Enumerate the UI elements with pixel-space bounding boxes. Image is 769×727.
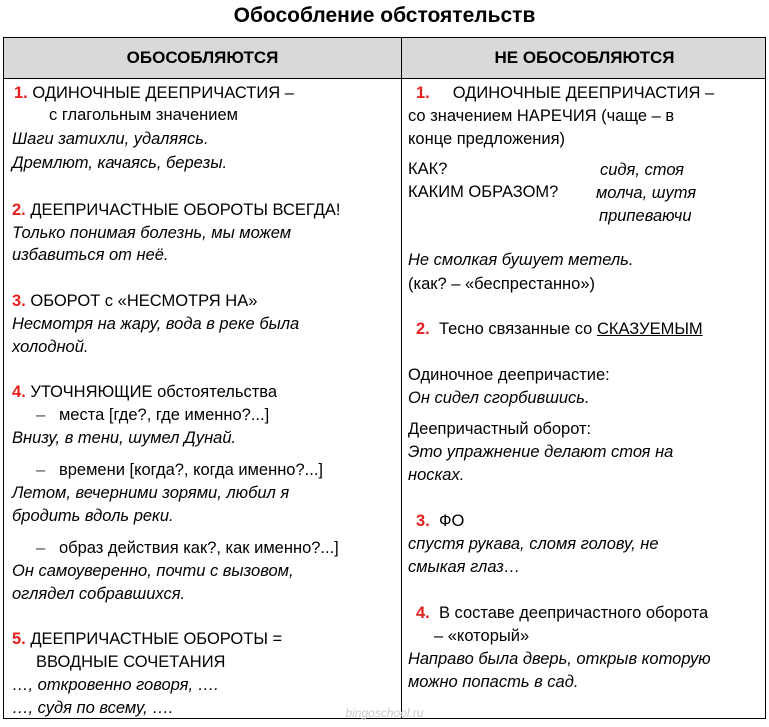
left-item-5-example: …, откровенно говоря, …. — [12, 676, 219, 694]
right-item-2-subtitle: Деепричастный оборот: — [408, 420, 592, 438]
right-item-3-example: спустя рукава, сломя голову, не — [408, 535, 659, 553]
right-item-1-line2: со значением НАРЕЧИЯ (чаще – в — [408, 107, 675, 125]
page-title: Обособление обстоятельств — [233, 4, 536, 27]
right-item-1-question: КАКИМ ОБРАЗОМ? — [408, 183, 559, 201]
right-item-1-answer: сидя, стоя — [600, 161, 684, 179]
right-item-2-example: носках. — [408, 466, 465, 484]
left-item-2-number: 2. — [12, 201, 26, 219]
left-item-3-title: 3. ОБОРОТ с «НЕСМОТРЯ НА» — [12, 292, 258, 310]
left-item-3-example: холодной. — [12, 338, 89, 356]
left-item-4-time-example: Летом, вечерними зорями, любил я — [12, 484, 290, 502]
left-item-2-example: Только понимая болезнь, мы можем — [12, 224, 292, 242]
left-item-4-place: – места [где?, где именно?...] — [36, 406, 270, 424]
right-item-4-example: можно попасть в сад. — [408, 673, 579, 691]
right-item-4-title: 4. В составе деепричастного оборота — [416, 604, 709, 622]
left-item-4-title: 4. УТОЧНЯЮЩИЕ обстоятельства — [12, 383, 278, 401]
right-item-3-example: смыкая глаз… — [408, 558, 521, 576]
left-item-2-title: 2. ДЕЕПРИЧАСТНЫЕ ОБОРОТЫ ВСЕГДА! — [12, 201, 341, 219]
right-item-1-example: Не смолкая бушует метель. — [408, 251, 634, 269]
table-header — [4, 38, 765, 79]
right-item-3-title: 3. ФО — [416, 512, 465, 530]
left-item-1-number: 1. — [14, 84, 28, 102]
header-isolated: ОБОСОБЛЯЮТСЯ — [126, 48, 279, 67]
column-isolated — [4, 78, 401, 718]
left-item-3-number: 3. — [12, 292, 26, 310]
left-item-2-example: избавиться от неё. — [12, 246, 169, 264]
left-item-4-time-example: бродить вдоль реки. — [12, 507, 174, 525]
left-item-4-number: 4. — [12, 383, 26, 401]
left-item-4-place-example: Внизу, в тени, шумел Дунай. — [12, 429, 237, 447]
right-item-2-subtitle: Одиночное деепричастие: — [408, 366, 610, 384]
left-item-5-example: …, судя по всему, …. — [12, 699, 174, 717]
left-item-1-title: 1. ОДИНОЧНЫЕ ДЕЕПРИЧАСТИЯ – — [14, 84, 294, 102]
header-not-isolated: НЕ ОБОСОБЛЯЮТСЯ — [494, 48, 675, 67]
watermark: bingoschool.ru — [345, 706, 424, 720]
left-item-1-subtitle: с глагольным значением — [49, 106, 239, 124]
left-item-4-time: – времени [когда?, когда именно?...] — [36, 461, 323, 479]
right-item-1-line3: конце предложения) — [408, 130, 566, 148]
left-item-1-example: Шаги затихли, удаляясь. — [12, 130, 209, 148]
left-item-4-manner-example: оглядел собравшихся. — [12, 585, 186, 603]
right-item-4-number: 4. — [416, 604, 430, 622]
left-item-3-example: Несмотря на жару, вода в реке была — [12, 315, 300, 333]
left-item-5-title-line2: ВВОДНЫЕ СОЧЕТАНИЯ — [36, 653, 226, 671]
right-item-1-answer: молча, шутя — [596, 184, 697, 202]
left-item-4-manner: – образ действия как?, как именно?...] — [36, 539, 339, 557]
right-item-4-example: Направо была дверь, открыв которую — [408, 650, 711, 668]
left-item-5-number: 5. — [12, 630, 26, 648]
right-item-2-number: 2. — [416, 320, 430, 338]
left-item-4-manner-example: Он самоуверенно, почти с вызовом, — [12, 562, 294, 580]
right-item-3-number: 3. — [416, 512, 430, 530]
right-item-1-question: КАК? — [408, 160, 448, 178]
right-item-4-title-line2: – «который» — [434, 627, 530, 645]
right-item-1-title: 1. ОДИНОЧНЫЕ ДЕЕПРИЧАСТИЯ – — [416, 84, 715, 102]
rules-table — [3, 37, 766, 719]
left-item-5-title: 5. ДЕЕПРИЧАСТНЫЕ ОБОРОТЫ = — [12, 630, 283, 648]
right-item-2-example: Это упражнение делают стоя на — [408, 443, 674, 461]
left-item-1-example: Дремлют, качаясь, березы. — [12, 154, 228, 172]
column-not-isolated — [402, 78, 766, 718]
right-item-2-title: 2. Тесно связанные со СКАЗУЕМЫМ — [416, 320, 703, 338]
right-item-1-example-note: (как? – «беспрестанно») — [408, 275, 596, 293]
right-item-1-number: 1. — [416, 84, 430, 102]
right-item-2-example: Он сидел сгорбившись. — [408, 389, 590, 407]
right-item-1-answer: припеваючи — [599, 207, 692, 225]
